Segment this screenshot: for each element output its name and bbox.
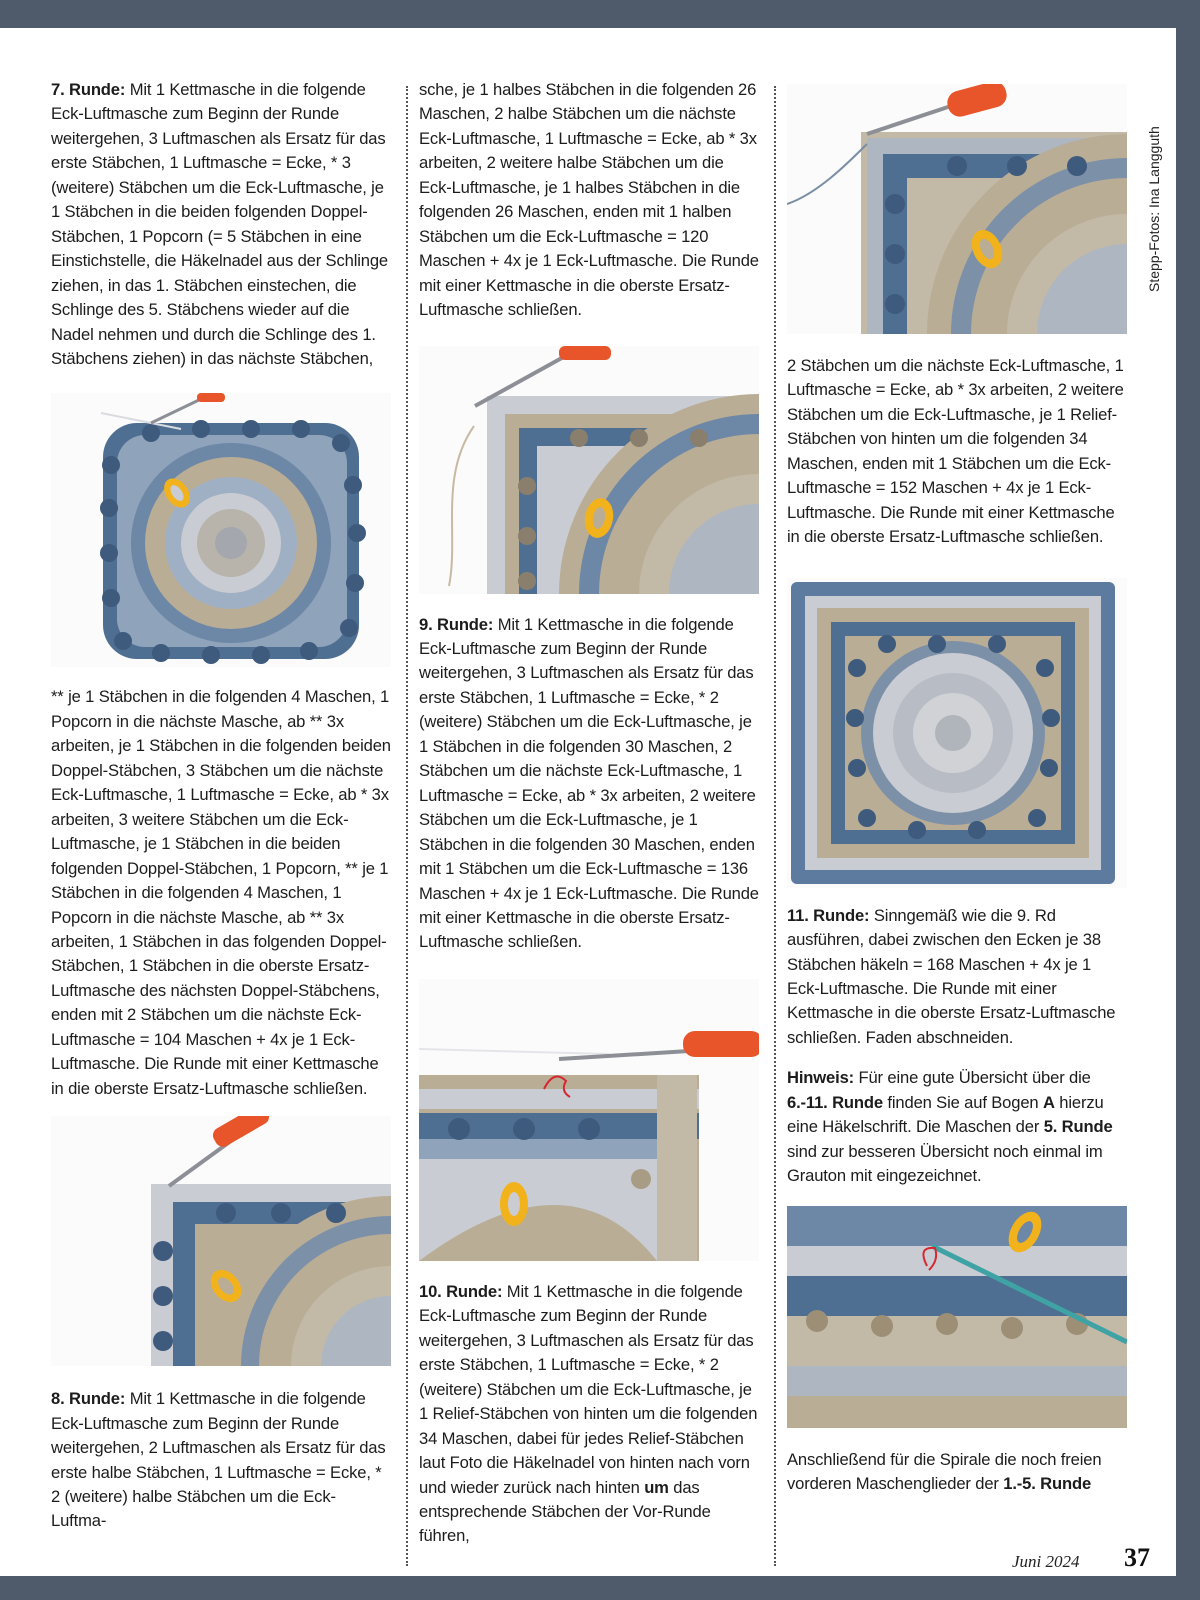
issue-date: Juni 2024 xyxy=(1012,1552,1080,1571)
photo-round8-result xyxy=(419,346,759,594)
photo-round10-hook xyxy=(419,979,759,1261)
round10-continued-paragraph: 2 Stäbchen um die nächste Eck-Luftmasche, 1 Luftmasche = Ecke, ab * 3x arbeiten, 2 weitere Stäbchen um die Eck-Luftmasche, je 1 Relief-Stäbchen von hinten um die folgenden 34 Maschen, enden mit 1 Stäbchen um die Eck-Luftmasche = 152 Maschen + 4x je 1 Eck-Luftmasche. Die Runde mit einer Kettmasche in die oberste Ersatz-Luftmasche schließen. xyxy=(787,356,1124,547)
photo-finished-square xyxy=(787,578,1127,888)
column-divider xyxy=(406,86,408,1566)
magazine-page xyxy=(0,28,1176,1576)
round8-paragraph: 8. Runde: Mit 1 Kettmasche in die folgende Eck-Luftmasche zum Beginn der Runde weitergehen, 2 Luftmaschen als Ersatz für das erste halbe Stäbchen, 1 Luftmasche = Ecke, * 2 (weitere) halbe Stäbchen um die Eck-Luftma- xyxy=(51,1389,386,1531)
photo-round7-square xyxy=(51,393,391,667)
column-1 xyxy=(51,78,391,1534)
column-3 xyxy=(787,78,1127,1497)
round9-paragraph: 9. Runde: Mit 1 Kettmasche in die folgende Eck-Luftmasche zum Beginn der Runde weitergehen, 3 Luftmaschen als Ersatz für das erste Stäbchen, 1 Luftmasche = Ecke, * 2 (weitere) Stäbchen um die Eck-Luftmasche, je 1 Stäbchen in die folgenden 30 Maschen, 2 Stäbchen um die nächste Eck-Luftmasche, 1 Luftmasche = Ecke, ab * 3x arbeiten, 2 weitere Stäbchen um die Eck-Luftmasche, je 1 Stäbchen in die folgenden 30 Maschen, enden mit 1 Stäbchen um die Eck-Luftmasche = 136 Maschen + 4x je 1 Eck-Luftmasche. Die Runde mit einer Kettmasche in die oberste Ersatz-Luftmasche schließen. xyxy=(419,614,759,952)
column-divider xyxy=(774,86,776,1566)
column-2 xyxy=(419,78,759,1549)
photo-round8-corner xyxy=(51,1116,391,1366)
round8-continued-paragraph: sche, je 1 halbes Stäbchen in die folgenden 26 Maschen, 2 halbe Stäbchen um die nächste Eck-Luftmasche, 1 Luftmasche = Ecke, ab * 3x arbeiten, 2 weitere halbe Stäbchen um die Eck-Luftmasche, je 1 halbes Stäbchen in die folgenden 26 Maschen, enden mit 1 halben Stäbchen um die Eck-Luftmasche = 120 Maschen + 4x je 1 Eck-Luftmasche. Die Runde mit einer Kettmasche in die oberste Ersatz-Luftmasche schließen. xyxy=(419,80,759,320)
photo-round10-corner xyxy=(787,84,1127,334)
page-number: 37 xyxy=(1124,1543,1150,1572)
photo-credit: Stepp-Fotos: Ina Langguth xyxy=(1146,126,1162,292)
round11-paragraph: 11. Runde: Sinngemäß wie die 9. Rd ausführen, dabei zwischen den Ecken je 38 Stäbchen häkeln = 168 Maschen + 4x je 1 Eck-Luftmasche. Die Runde mit einer Kettmasche in die oberste Ersatz-Luftmasche schließen. Faden abschneiden. xyxy=(787,905,1116,1047)
photo-spiral-hook xyxy=(787,1206,1127,1428)
round7-continued-paragraph: ** je 1 Stäbchen in die folgenden 4 Maschen, 1 Popcorn in die nächste Masche, ab ** 3x arbeiten, je 1 Stäbchen in die folgenden beiden Doppel-Stäbchen, 3 Stäbchen um die nächste Eck-Luftmasche, 1 Luftmasche = Ecke, ab * 3x arbeiten, 3 weitere Stäbchen um die Eck-Luftmasche, je 1 Stäbchen in die beiden folgenden Doppel-Stäbchen, 1 Popcorn, ** je 1 Stäbchen in die folgenden 4 Maschen, 1 Popcorn in die nächste Masche, ab ** 3x arbeiten, 1 Stäbchen in das folgenden Doppel-Stäbchen, 1 Stäbchen in die oberste Ersatz-Luftmasche des nächsten Doppel-Stäbchens, enden mit 2 Stäbchen um die nächste Eck-Luftmasche = 104 Maschen + 4x je 1 Eck-Luftmasche. Die Runde mit einer Kettmasche in die oberste Ersatz-Luftmasche schließen. xyxy=(51,687,391,1098)
round10-paragraph: 10. Runde: Mit 1 Kettmasche in die folgende Eck-Luftmasche zum Beginn der Runde weitergehen, 3 Luftmaschen als Ersatz für das erste Stäbchen, 1 Luftmasche = Ecke, * 2 (weitere) Stäbchen um die Eck-Luftmasche, je 1 Relief-Stäbchen von hinten um die folgenden 34 Maschen, dabei für jedes Relief-Stäbchen laut Foto die Häkelnadel von hinten nach vorn und wieder zurück nach hinten um das entsprechende Stäbchen der Vor-Runde führen, xyxy=(419,1281,758,1546)
hint-paragraph: Hinweis: Für eine gute Übersicht über die 6.-11. Runde finden Sie auf Bogen A hierzu eine Häkelschrift. Die Maschen der 5. Runde sind zur besseren Übersicht noch einmal im Grauton mit eingezeichnet. xyxy=(787,1068,1113,1186)
final-paragraph: Anschließend für die Spirale die noch freien vorderen Maschenglieder der 1.-5. Runde xyxy=(787,1449,1102,1494)
round7-paragraph: 7. Runde: Mit 1 Kettmasche in die folgende Eck-Luftmasche zum Beginn der Runde weitergehen, 3 Luftmaschen als Ersatz für das erste Stäbchen, 1 Luftmasche = Ecke, * 3 (weitere) Stäbchen um die Eck-Luftmasche, je 1 Stäbchen in die beiden folgenden Doppel-Stäbchen, 1 Popcorn (= 5 Stäbchen in eine Einstichstelle, die Häkelnadel aus der Schlinge ziehen, in das 1. Stäbchen einstechen, die Schlinge des 5. Stäbchens wieder auf die Nadel nehmen und durch die Schlinge des 1. Stäbchens ziehen) in das nächste Stäbchen, xyxy=(51,80,389,368)
